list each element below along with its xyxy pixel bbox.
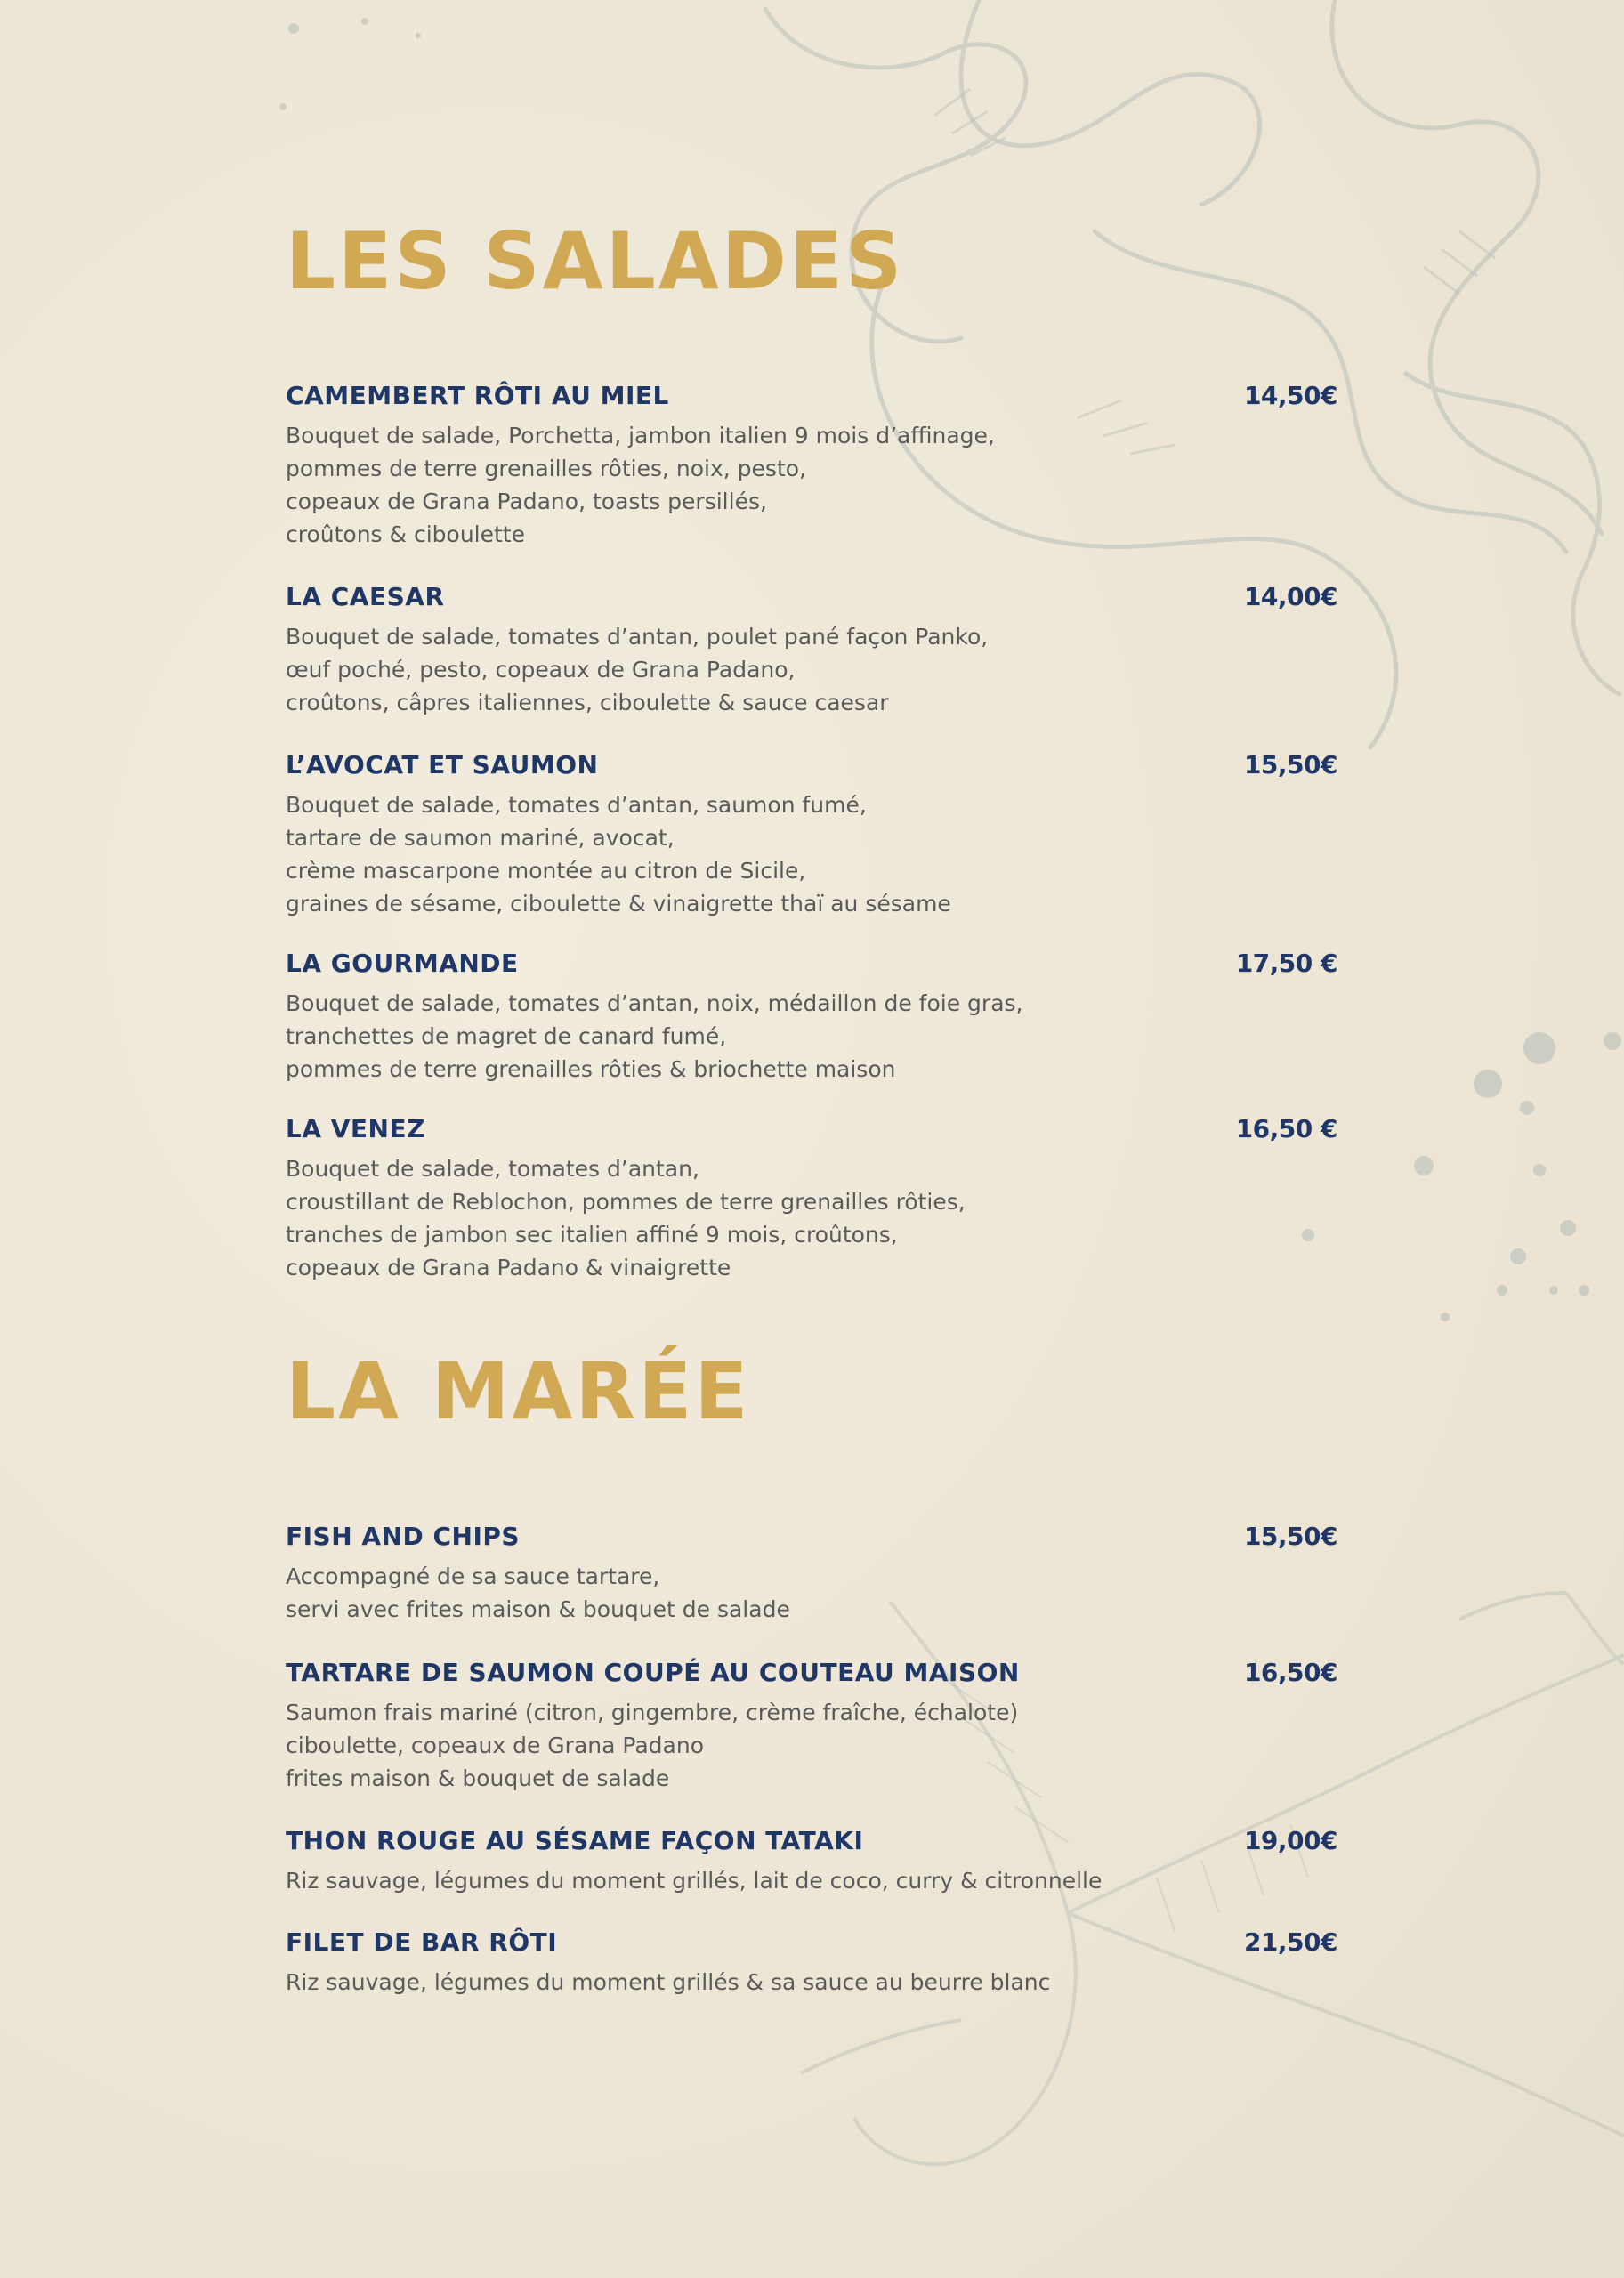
item-description-line: Accompagné de sa sauce tartare, (286, 1563, 660, 1589)
item-description-line: tranches de jambon sec italien affiné 9 mois, croûtons, (286, 1222, 898, 1248)
item-name: LA GOURMANDE (286, 949, 519, 978)
section-title-salades: LES SALADES (286, 215, 905, 307)
item-name: FISH AND CHIPS (286, 1522, 521, 1551)
item-description-line: copeaux de Grana Padano, toasts persillés, (286, 489, 767, 514)
item-description-line: Saumon frais mariné (citron, gingembre, crème fraîche, échalote) (286, 1700, 1019, 1725)
item-description-line: Bouquet de salade, tomates d’antan, (286, 1156, 699, 1182)
section-title-maree: LA MARÉE (286, 1345, 751, 1437)
item-price: 15,50€ (1243, 1522, 1337, 1551)
item-description-line: pommes de terre grenailles rôties, noix, pesto, (286, 456, 806, 481)
item-price: 21,50€ (1243, 1927, 1337, 1957)
item-description-line: croûtons & ciboulette (286, 521, 525, 547)
item-description-line: Bouquet de salade, tomates d’antan, noix, médaillon de foie gras, (286, 990, 1023, 1016)
item-price: 19,00€ (1243, 1826, 1337, 1855)
item-price: 16,50€ (1243, 1658, 1337, 1687)
menu-item (286, 1927, 1337, 1999)
item-name: CAMEMBERT RÔTI AU MIEL (286, 381, 669, 410)
item-description (286, 620, 1337, 719)
item-description-line: frites maison & bouquet de salade (286, 1765, 670, 1791)
item-name: LA VENEZ (286, 1114, 425, 1143)
item-description (286, 1152, 1337, 1284)
item-description-line: Bouquet de salade, Porchetta, jambon italien 9 mois d’affinage, (286, 423, 995, 448)
item-description-line: Bouquet de salade, tomates d’antan, poulet pané façon Panko, (286, 624, 989, 650)
item-description-line: copeaux de Grana Padano & vinaigrette (286, 1255, 731, 1280)
item-description-line: ciboulette, copeaux de Grana Padano (286, 1733, 704, 1758)
menu-item (286, 949, 1337, 1086)
item-description (286, 987, 1337, 1086)
item-price: 17,50 € (1235, 949, 1337, 978)
menu-item (286, 750, 1337, 920)
item-description-line: œuf poché, pesto, copeaux de Grana Padano, (286, 657, 796, 683)
item-description (286, 419, 1337, 551)
item-description-line: Bouquet de salade, tomates d’antan, saumon fumé, (286, 792, 867, 818)
item-name: FILET DE BAR RÔTI (286, 1927, 558, 1957)
item-description (286, 1966, 1337, 1999)
item-description-line: crème mascarpone montée au citron de Sicile, (286, 858, 806, 884)
item-name: L’AVOCAT ET SAUMON (286, 750, 599, 780)
item-name: LA CAESAR (286, 582, 445, 611)
item-price: 14,00€ (1243, 582, 1337, 611)
menu-item (286, 1826, 1337, 1897)
item-price: 14,50€ (1243, 381, 1337, 410)
item-description-line: Riz sauvage, légumes du moment grillés, lait de coco, curry & citronnelle (286, 1868, 1103, 1894)
item-description-line: tartare de saumon mariné, avocat, (286, 825, 675, 851)
item-description-line: croûtons, câpres italiennes, ciboulette & sauce caesar (286, 690, 889, 715)
item-description-line: tranchettes de magret de canard fumé, (286, 1023, 727, 1049)
item-description (286, 1560, 1337, 1626)
item-description-line: croustillant de Reblochon, pommes de terre grenailles rôties, (286, 1189, 966, 1215)
menu-item (286, 381, 1337, 551)
item-description-line: Riz sauvage, légumes du moment grillés & sa sauce au beurre blanc (286, 1969, 1051, 1995)
item-description-line: graines de sésame, ciboulette & vinaigrette thaï au sésame (286, 891, 951, 917)
item-price: 15,50€ (1243, 750, 1337, 780)
menu-item (286, 1522, 1337, 1626)
item-description (286, 788, 1337, 920)
menu-item (286, 582, 1337, 719)
item-description (286, 1864, 1337, 1897)
item-description-line: pommes de terre grenailles rôties & briochette maison (286, 1056, 896, 1082)
menu-item (286, 1658, 1337, 1795)
item-name: THON ROUGE AU SÉSAME FAÇON TATAKI (286, 1826, 864, 1855)
item-description-line: servi avec frites maison & bouquet de salade (286, 1596, 790, 1622)
item-name: TARTARE DE SAUMON COUPÉ AU COUTEAU MAISON (286, 1658, 1020, 1687)
item-description (286, 1696, 1337, 1795)
menu-item (286, 1114, 1337, 1284)
item-price: 16,50 € (1235, 1114, 1337, 1143)
